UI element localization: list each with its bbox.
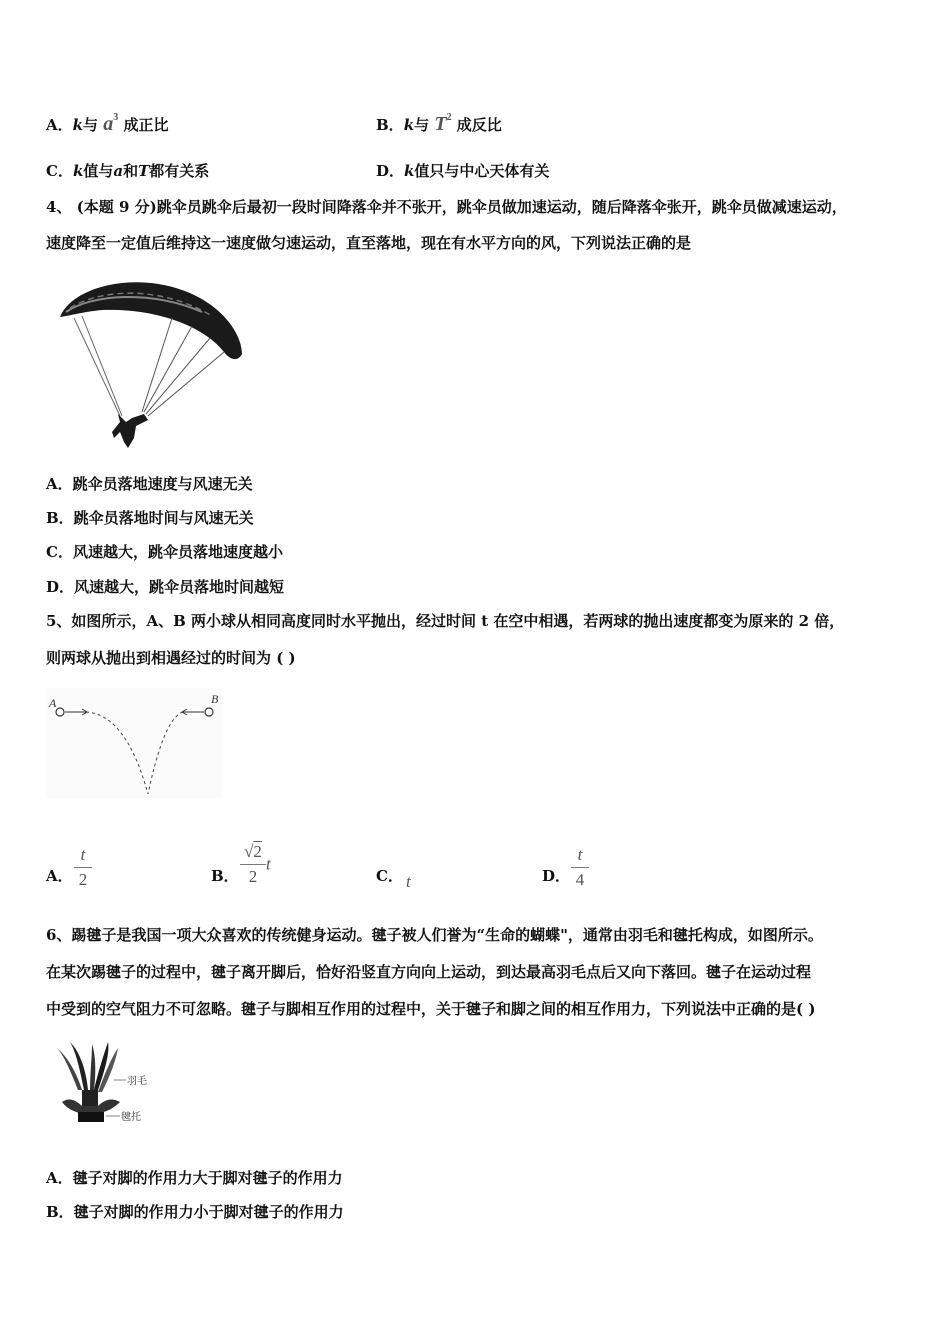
q6-stem-line2: 在某次踢毽子的过程中，毽子离开脚后，恰好沿竖直方向向上运动，到达最高羽毛点后又向下落回。毽子在运动过程 xyxy=(46,963,812,981)
q5-option-a-value: $\frac{t}{2}$ xyxy=(74,846,92,889)
label-base: 毽托 xyxy=(121,1112,141,1123)
q6-option-a: A．毽子对脚的作用力大于脚对毽子的作用力 xyxy=(46,1169,343,1187)
q4-stem-line2: 速度降至一定值后维持这一速度做匀速运动，直至落地，现在有水平方向的风，下列说法正确的是 xyxy=(46,234,692,252)
q5-option-c-label: C． xyxy=(376,867,403,885)
label-a: A xyxy=(49,696,57,710)
label-b: B xyxy=(211,692,219,706)
q3-option-c: C．k值与a和T都有关系 xyxy=(46,162,210,180)
q5-option-d-label: D． xyxy=(542,867,571,885)
q5-option-c-value: t xyxy=(406,872,411,891)
q5-stem-line2: 则两球从抛出到相遇经过的时间为 ( ) xyxy=(46,649,296,667)
q6-stem-line1: 6、踢毽子是我国一项大众喜欢的传统健身运动。毽子被人们誉为“生命的蝴蝶"，通常由羽毛和毽托构成，如图所示。 xyxy=(46,926,823,944)
q5-stem-line1: 5、如图所示，A、B 两小球从相同高度同时水平抛出，经过时间 t 在空中相遇，若两球的抛出速度都变为原来的 2 倍， xyxy=(46,612,845,630)
q5-option-a-label: A． xyxy=(46,867,73,885)
q6-option-b: B．毽子对脚的作用力小于脚对毽子的作用力 xyxy=(46,1203,344,1221)
q4-option-b: B．跳伞员落地时间与风速无关 xyxy=(46,509,254,527)
q6-stem-line3: 中受到的空气阻力不可忽略。毽子与脚相互作用的过程中，关于毽子和脚之间的相互作用力，下列说法中正确的是( ) xyxy=(46,1000,816,1018)
parachute-figure xyxy=(52,272,248,452)
q3-option-d: D．k值只与中心天体有关 xyxy=(376,162,550,180)
q5-option-d-value: $\frac{t}{4}$ xyxy=(571,846,589,889)
q3-option-a: A．k与 $a^3$ 成正比 xyxy=(46,112,169,135)
q3-option-b: B．k与 $T^2$ 成反比 xyxy=(376,112,502,135)
q4-option-c: C．风速越大，跳伞员落地速度越小 xyxy=(46,543,283,561)
projectile-figure xyxy=(46,688,222,798)
q4-option-d: D．风速越大，跳伞员落地时间越短 xyxy=(46,578,285,596)
q5-option-b-value: $\frac{√2}{2}$ t xyxy=(240,843,271,886)
label-feather: 羽毛 xyxy=(127,1076,147,1087)
q4-option-a: A．跳伞员落地速度与风速无关 xyxy=(46,475,253,493)
q5-option-b-label: B． xyxy=(211,867,239,885)
q4-stem-line1: 4、 (本题 9 分)跳伞员跳伞后最初一段时间降落伞并不张开，跳伞员做加速运动，随后降落伞张开，跳伞员做减速运动， xyxy=(46,198,847,216)
shuttlecock-figure xyxy=(48,1040,160,1130)
